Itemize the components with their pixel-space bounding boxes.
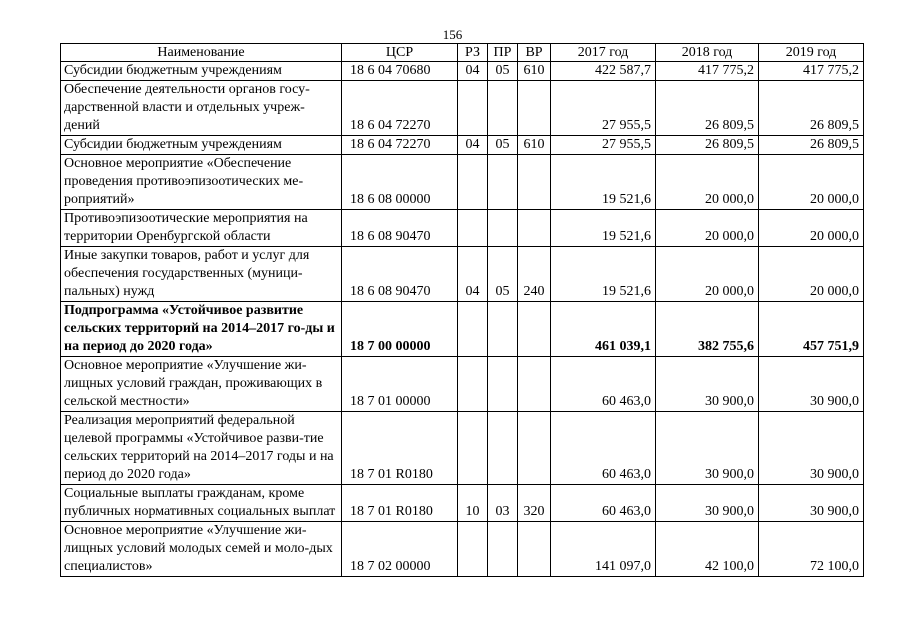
budget-table <box>60 43 864 577</box>
cell-2017: 27 955,5 <box>551 136 656 155</box>
cell-vr <box>518 412 551 485</box>
cell-csr: 18 6 08 90470 <box>342 210 458 247</box>
cell-name: Социальные выплаты гражданам, кроме публичных нормативных социальных выплат <box>61 485 342 522</box>
cell-name: Реализация мероприятий федеральной целевой программы «Устойчивое разви-тие сельских территорий на 2014–2017 годы и на период до 2020 года» <box>61 412 342 485</box>
cell-2018: 30 900,0 <box>656 412 759 485</box>
cell-rz: 04 <box>458 62 488 81</box>
cell-vr: 610 <box>518 136 551 155</box>
cell-rz <box>458 412 488 485</box>
cell-2019: 417 775,2 <box>759 62 864 81</box>
cell-csr: 18 6 04 70680 <box>342 62 458 81</box>
table-row <box>61 62 864 81</box>
cell-2018: 30 900,0 <box>656 485 759 522</box>
cell-2017: 60 463,0 <box>551 485 656 522</box>
cell-2019: 457 751,9 <box>759 302 864 357</box>
cell-2018: 20 000,0 <box>656 155 759 210</box>
table-row <box>61 247 864 302</box>
cell-2019: 20 000,0 <box>759 210 864 247</box>
cell-pr <box>488 302 518 357</box>
cell-2017: 19 521,6 <box>551 155 656 210</box>
cell-2017: 19 521,6 <box>551 247 656 302</box>
cell-2017: 141 097,0 <box>551 522 656 577</box>
cell-pr: 03 <box>488 485 518 522</box>
cell-csr: 18 7 00 00000 <box>342 302 458 357</box>
cell-pr <box>488 522 518 577</box>
header-csr: ЦСР <box>342 44 458 62</box>
cell-rz: 04 <box>458 247 488 302</box>
cell-rz: 10 <box>458 485 488 522</box>
cell-2017: 27 955,5 <box>551 81 656 136</box>
cell-name: Основное мероприятие «Улучшение жи-лищных условий граждан, проживающих в сельской местности» <box>61 357 342 412</box>
header-rz: РЗ <box>458 44 488 62</box>
cell-name: Противоэпизоотические мероприятия на территории Оренбургской области <box>61 210 342 247</box>
header-name: Наименование <box>61 44 342 62</box>
cell-csr: 18 7 01 R0180 <box>342 412 458 485</box>
cell-rz: 04 <box>458 136 488 155</box>
cell-name: Субсидии бюджетным учреждениям <box>61 62 342 81</box>
cell-name: Обеспечение деятельности органов госу-дарственной власти и отдельных учреж-дений <box>61 81 342 136</box>
cell-csr: 18 7 02 00000 <box>342 522 458 577</box>
cell-2019: 30 900,0 <box>759 485 864 522</box>
cell-vr <box>518 210 551 247</box>
cell-vr: 610 <box>518 62 551 81</box>
cell-csr: 18 6 08 00000 <box>342 155 458 210</box>
cell-rz <box>458 357 488 412</box>
table-row <box>61 155 864 210</box>
table-row <box>61 210 864 247</box>
table-row <box>61 357 864 412</box>
cell-2018: 26 809,5 <box>656 81 759 136</box>
cell-rz <box>458 522 488 577</box>
cell-pr: 05 <box>488 136 518 155</box>
header-2017: 2017 год <box>551 44 656 62</box>
cell-vr: 240 <box>518 247 551 302</box>
cell-2019: 20 000,0 <box>759 247 864 302</box>
header-vr: ВР <box>518 44 551 62</box>
cell-name: Субсидии бюджетным учреждениям <box>61 136 342 155</box>
cell-2017: 461 039,1 <box>551 302 656 357</box>
cell-2018: 26 809,5 <box>656 136 759 155</box>
cell-csr: 18 6 08 90470 <box>342 247 458 302</box>
cell-name: Подпрограмма «Устойчивое развитие сельских территорий на 2014–2017 го-ды и на период до 2020 года» <box>61 302 342 357</box>
cell-2017: 60 463,0 <box>551 412 656 485</box>
table-body <box>61 62 864 577</box>
cell-pr <box>488 412 518 485</box>
cell-vr <box>518 81 551 136</box>
header-2019: 2019 год <box>759 44 864 62</box>
cell-csr: 18 6 04 72270 <box>342 81 458 136</box>
cell-vr <box>518 522 551 577</box>
cell-2019: 30 900,0 <box>759 357 864 412</box>
cell-rz <box>458 210 488 247</box>
table-row <box>61 522 864 577</box>
cell-2018: 20 000,0 <box>656 210 759 247</box>
header-pr: ПР <box>488 44 518 62</box>
cell-vr <box>518 357 551 412</box>
cell-pr: 05 <box>488 247 518 302</box>
cell-2017: 422 587,7 <box>551 62 656 81</box>
cell-pr <box>488 210 518 247</box>
cell-name: Иные закупки товаров, работ и услуг для обеспечения государственных (муници-пальных) нужд <box>61 247 342 302</box>
cell-2017: 60 463,0 <box>551 357 656 412</box>
cell-csr: 18 6 04 72270 <box>342 136 458 155</box>
header-2018: 2018 год <box>656 44 759 62</box>
table-row <box>61 302 864 357</box>
cell-2019: 20 000,0 <box>759 155 864 210</box>
cell-2018: 20 000,0 <box>656 247 759 302</box>
cell-vr <box>518 302 551 357</box>
cell-rz <box>458 155 488 210</box>
page-number: 156 <box>442 27 463 42</box>
cell-name: Основное мероприятие «Обеспечение проведения противоэпизоотических ме-роприятий» <box>61 155 342 210</box>
cell-2018: 417 775,2 <box>656 62 759 81</box>
cell-2019: 72 100,0 <box>759 522 864 577</box>
cell-csr: 18 7 01 R0180 <box>342 485 458 522</box>
cell-2017: 19 521,6 <box>551 210 656 247</box>
cell-rz <box>458 81 488 136</box>
cell-vr <box>518 155 551 210</box>
cell-pr <box>488 81 518 136</box>
cell-2018: 382 755,6 <box>656 302 759 357</box>
table-row <box>61 412 864 485</box>
cell-2019: 26 809,5 <box>759 81 864 136</box>
cell-2018: 30 900,0 <box>656 357 759 412</box>
cell-name: Основное мероприятие «Улучшение жи-лищных условий молодых семей и моло-дых специалистов» <box>61 522 342 577</box>
cell-2018: 42 100,0 <box>656 522 759 577</box>
cell-vr: 320 <box>518 485 551 522</box>
cell-pr: 05 <box>488 62 518 81</box>
cell-2019: 26 809,5 <box>759 136 864 155</box>
cell-pr <box>488 155 518 210</box>
cell-rz <box>458 302 488 357</box>
cell-pr <box>488 357 518 412</box>
table-row <box>61 485 864 522</box>
cell-2019: 30 900,0 <box>759 412 864 485</box>
cell-csr: 18 7 01 00000 <box>342 357 458 412</box>
table-row <box>61 136 864 155</box>
table-row <box>61 81 864 136</box>
table-header-row <box>61 44 864 62</box>
